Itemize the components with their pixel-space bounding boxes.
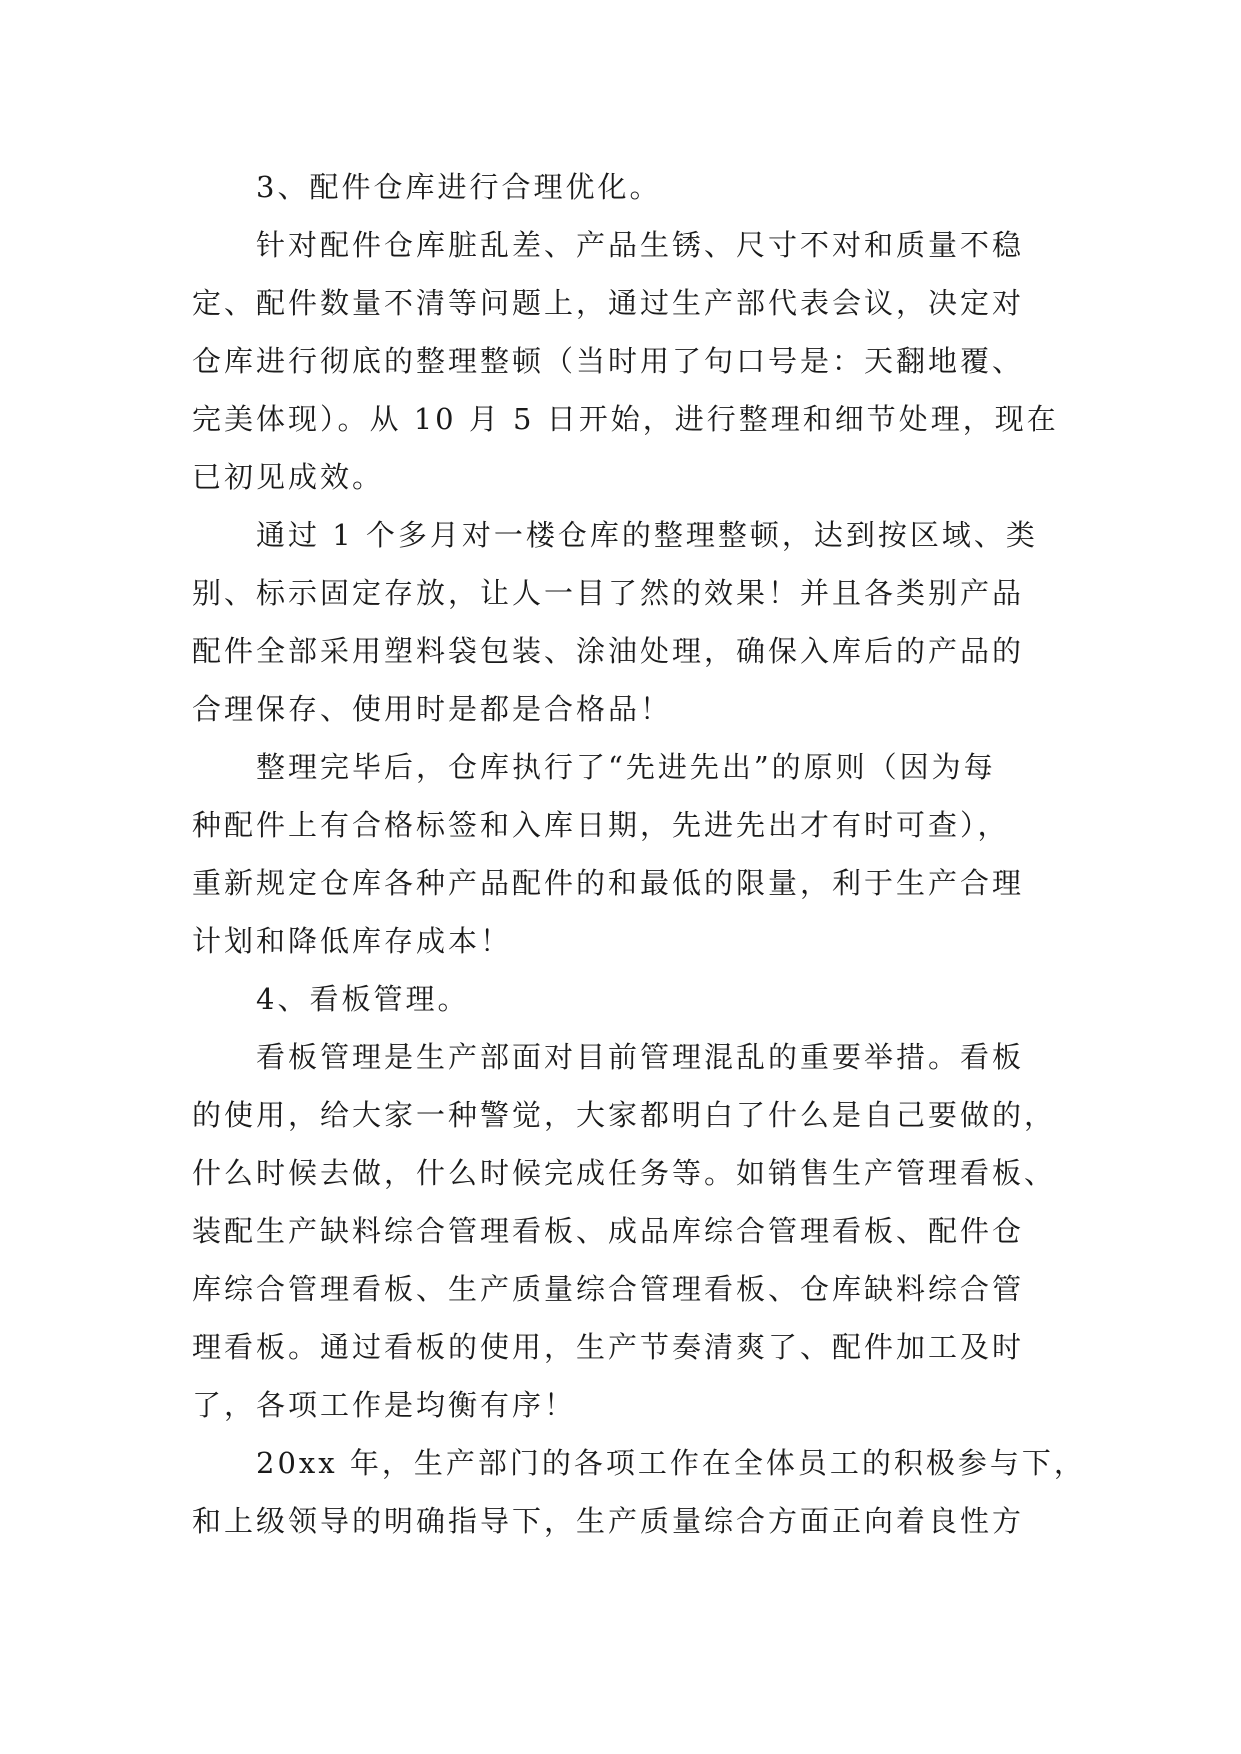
paragraph-line: 种配件上有合格标签和入库日期，先进先出才有时可查）， [192, 808, 1010, 842]
paragraph-line: 配件全部采用塑料袋包装、涂油处理，确保入库后的产品的 [192, 634, 1025, 668]
section-heading-warehouse: 3、配件仓库进行合理优化。 [256, 170, 662, 204]
paragraph-line: 合理保存、使用时是都是合格品！ [192, 692, 673, 726]
paragraph-line: 的使用，给大家一种警觉，大家都明白了什么是自己要做的， [192, 1098, 1057, 1132]
paragraph-line: 别、标示固定存放，让人一目了然的效果！并且各类别产品 [192, 576, 1025, 610]
paragraph-line: 20xx 年，生产部门的各项工作在全体员工的积极参与下， [256, 1446, 1086, 1480]
paragraph-line: 了，各项工作是均衡有序！ [192, 1388, 577, 1422]
paragraph-line: 计划和降低库存成本！ [192, 924, 513, 958]
paragraph-line: 库综合管理看板、生产质量综合管理看板、仓库缺料综合管 [192, 1272, 1025, 1306]
paragraph-line: 通过 1 个多月对一楼仓库的整理整顿，达到按区域、类 [256, 518, 1038, 552]
paragraph-line: 装配生产缺料综合管理看板、成品库综合管理看板、配件仓 [192, 1214, 1025, 1248]
document-body [192, 158, 1086, 1550]
paragraph-line: 整理完毕后，仓库执行了“先进先出”的原则（因为每 [256, 750, 996, 784]
paragraph-line: 完美体现）。从 10 月 5 日开始，进行整理和细节处理，现在 [192, 402, 1059, 436]
paragraph-line: 和上级领导的明确指导下，生产质量综合方面正向着良性方 [192, 1504, 1025, 1538]
paragraph-line: 仓库进行彻底的整理整顿（当时用了句口号是：天翻地覆、 [192, 344, 1025, 378]
paragraph-line: 针对配件仓库脏乱差、产品生锈、尺寸不对和质量不稳 [256, 228, 1025, 262]
section-heading-kanban: 4、看板管理。 [256, 982, 470, 1016]
paragraph-line: 重新规定仓库各种产品配件的和最低的限量，利于生产合理 [192, 866, 1025, 900]
paragraph-line: 定、配件数量不清等问题上，通过生产部代表会议，决定对 [192, 286, 1025, 320]
paragraph-line: 已初见成效。 [192, 460, 385, 494]
paragraph-line: 什么时候去做，什么时候完成任务等。如销售生产管理看板、 [192, 1156, 1057, 1190]
paragraph-line: 理看板。通过看板的使用，生产节奏清爽了、配件加工及时 [192, 1330, 1025, 1364]
paragraph-line: 看板管理是生产部面对目前管理混乱的重要举措。看板 [256, 1040, 1025, 1074]
